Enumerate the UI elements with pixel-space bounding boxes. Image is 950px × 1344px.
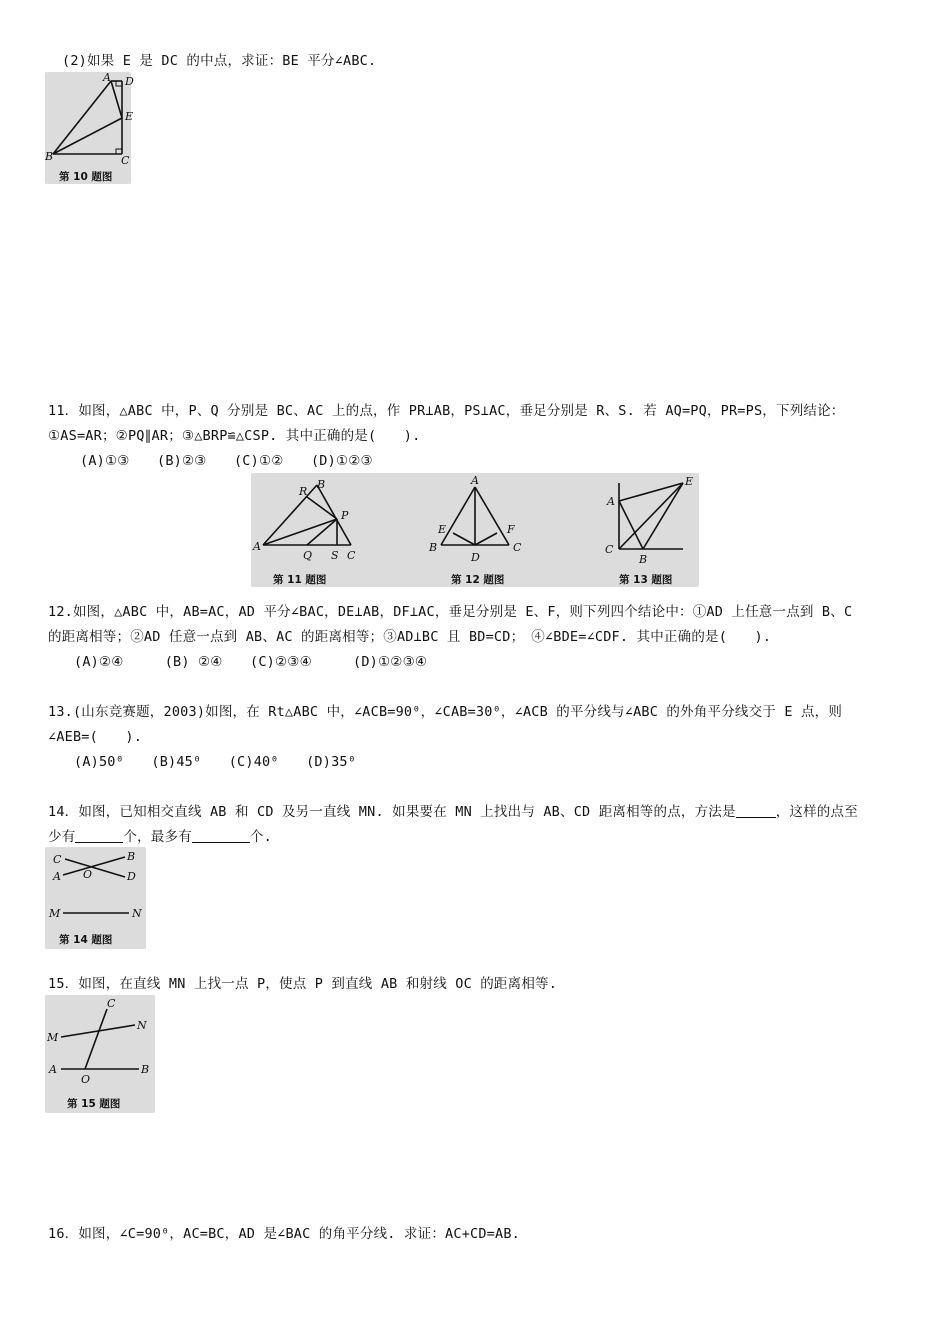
- fig13-label-b: B: [639, 553, 648, 566]
- fig11-label-q: Q: [303, 549, 313, 562]
- q12-line2: 的距离相等；②AD 任意一点到 AB、AC 的距离相等；③AD⊥BC 且 BD=CD； ④∠BDE=∠CDF. 其中正确的是( ).: [48, 629, 772, 645]
- q14-line2-text-c: 个.: [249, 829, 272, 845]
- fig13-label-e: E: [685, 475, 694, 488]
- fig15-label-c: C: [107, 997, 116, 1010]
- fig15-label-n: N: [137, 1019, 147, 1032]
- fig12-label-f: F: [507, 523, 515, 536]
- fig14-label-c: C: [53, 853, 62, 866]
- q12-options: (A)②④ (B) ②④ (C)②③④ (D)①②③④: [74, 654, 428, 670]
- fig13-label-c: C: [605, 543, 614, 556]
- q11-line2: ①AS=AR；②PQ∥AR；③△BRP≌△CSP. 其中正确的是( ).: [48, 428, 421, 444]
- q13-line2: ∠AEB=( ).: [48, 729, 143, 745]
- fig13-caption: 第 13 题图: [619, 574, 673, 586]
- q14-line2: [48, 828, 272, 846]
- q14-line1-text-a: 14．如图，已知相交直线 AB 和 CD 及另一直线 MN. 如果要在 MN 上找出与 AB、CD 距离相等的点，方法是: [48, 804, 736, 820]
- fig14-label-a: A: [53, 870, 61, 883]
- fig11-label-s: S: [331, 549, 339, 562]
- fig14-caption: 第 14 题图: [59, 934, 113, 946]
- fig11-caption: 第 11 题图: [273, 574, 327, 586]
- figure-14: [45, 847, 146, 949]
- fig10-label-b: B: [45, 150, 54, 163]
- fig10-caption: 第 10 题图: [59, 171, 113, 183]
- q11-options: (A)①③ (B)②③ (C)①② (D)①②③: [80, 453, 373, 469]
- fig12-label-c: C: [513, 541, 522, 554]
- fig12-label-a: A: [471, 474, 479, 487]
- q14-line1: [48, 803, 858, 821]
- q14-blank-max[interactable]: [192, 828, 250, 843]
- fig11-label-p: P: [341, 509, 349, 522]
- fig10-label-e: E: [125, 110, 134, 123]
- fig15-label-m: M: [47, 1031, 59, 1044]
- fig11-label-r: R: [299, 485, 308, 498]
- fig15-label-o: O: [81, 1073, 91, 1086]
- fig11-label-b: B: [317, 478, 326, 491]
- fig14-label-b: B: [127, 850, 136, 863]
- q13-options: (A)50⁰ (B)45⁰ (C)40⁰ (D)35⁰: [74, 754, 357, 770]
- fig15-label-b: B: [141, 1063, 150, 1076]
- figures-11-12-13: [251, 473, 699, 587]
- fig14-label-m: M: [49, 907, 61, 920]
- q10-part2-text: (2)如果 E 是 DC 的中点，求证：BE 平分∠ABC.: [62, 53, 377, 69]
- q14-line2-text-a: 少有: [48, 829, 76, 845]
- fig10-label-c: C: [121, 154, 130, 167]
- fig13-label-a: A: [607, 495, 615, 508]
- fig10-label-a: A: [103, 71, 111, 84]
- q16-text: 16．如图，∠C=90⁰，AC=BC，AD 是∠BAC 的角平分线. 求证：AC+CD=AB.: [48, 1226, 520, 1242]
- figure-15: [45, 995, 155, 1113]
- q14-line1-text-b: ，这样的点至: [775, 804, 858, 820]
- q14-line2-text-b: 个，最多有: [123, 829, 192, 845]
- q14-blank-min[interactable]: [75, 828, 123, 843]
- fig12-label-b: B: [429, 541, 438, 554]
- q15-text: 15．如图，在直线 MN 上找一点 P，使点 P 到直线 AB 和射线 OC 的距离相等.: [48, 976, 558, 992]
- fig10-label-d: D: [125, 75, 134, 88]
- q12-line1: 12.如图，△ABC 中，AB=AC，AD 平分∠BAC，DE⊥AB，DF⊥AC，垂足分别是 E、F，则下列四个结论中：①AD 上任意一点到 B、C: [48, 604, 853, 620]
- q11-line1: 11．如图，△ABC 中，P、Q 分别是 BC、AC 上的点，作 PR⊥AB，PS⊥AC，垂足分别是 R、S. 若 AQ=PQ，PR=PS，下列结论：: [48, 403, 845, 419]
- fig11-label-c: C: [347, 549, 356, 562]
- fig14-label-o: O: [83, 868, 93, 881]
- fig15-caption: 第 15 题图: [67, 1098, 121, 1110]
- fig12-label-d: D: [471, 551, 480, 564]
- fig14-label-n: N: [132, 907, 142, 920]
- figure-10: [45, 71, 134, 184]
- fig14-label-d: D: [127, 870, 136, 883]
- fig12-label-e: E: [438, 523, 447, 536]
- fig15-label-a: A: [49, 1063, 57, 1076]
- fig12-caption: 第 12 题图: [451, 574, 505, 586]
- q13-line1: 13.(山东竞赛题，2003)如图，在 Rt△ABC 中，∠ACB=90⁰，∠CAB=30⁰，∠ACB 的平分线与∠ABC 的外角平分线交于 E 点，则: [48, 704, 843, 720]
- fig11-label-a: A: [253, 540, 261, 553]
- q14-blank-method[interactable]: [736, 803, 776, 818]
